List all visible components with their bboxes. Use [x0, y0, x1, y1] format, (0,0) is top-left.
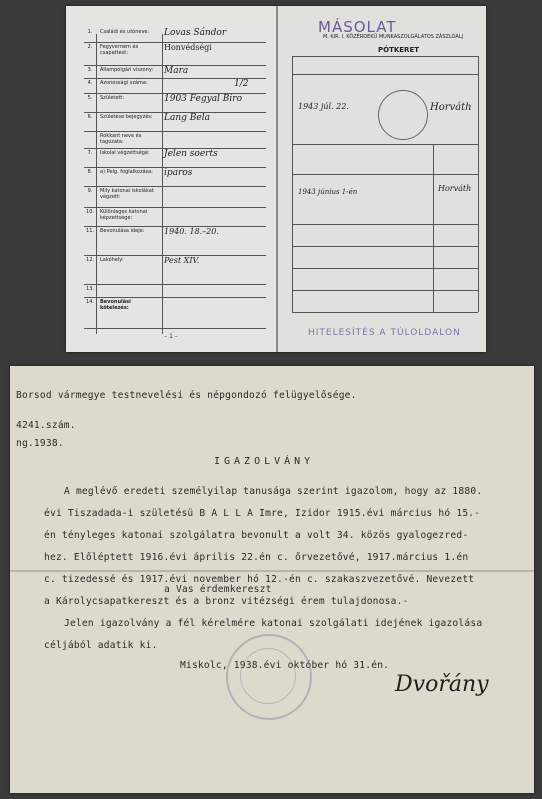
booklet-right-page — [278, 6, 486, 352]
table-row: 12. Lakóhely: Pest XIV. — [84, 256, 266, 285]
booklet-left-page — [66, 6, 278, 352]
seal-circle — [378, 90, 428, 140]
body-line: Jelen igazolvány a fél kérelmére katonai szolgálati idejének igazolása — [64, 618, 483, 629]
table-row: 13. — [84, 285, 266, 298]
table-rule — [292, 74, 478, 75]
page-number: – 1 – — [164, 333, 178, 340]
table-rule — [292, 56, 293, 312]
table-rule — [292, 224, 478, 225]
table-row: 4. Azonossági száma: 1/2 — [84, 79, 266, 94]
handwritten-value: Mara — [164, 66, 189, 76]
handwritten-value: iparos — [164, 168, 193, 178]
table-row: 11. Bevonulása ideje: 1940. 18.–20. — [84, 227, 266, 256]
copy-stamp: MÁSOLAT — [318, 18, 397, 36]
table-rule — [292, 56, 478, 57]
body-line: A meglévő eredeti személyilap tanusága szerint igazolom, hogy az 1880. — [64, 486, 483, 497]
table-rule — [292, 144, 478, 145]
issuing-office: Borsod vármegye testnevelési és népgondozó felügyelősége. — [16, 390, 357, 401]
table-rule — [292, 290, 478, 291]
body-line: c. tizedessé és 1917.évi november hó 12.-én c. szakaszvezetővé. Nevezett — [44, 574, 475, 585]
table-row: 2. Fegyvernem és csapattest: Honvédségi — [84, 43, 266, 66]
table-row: 14. Bevonulási kötelezés: — [84, 298, 266, 329]
table-rule — [292, 174, 478, 175]
table-row: 10. Különleges katonai képzettsége: — [84, 208, 266, 227]
handwritten-signature: Horváth — [430, 102, 472, 113]
document-title: IGAZOLVÁNY — [214, 456, 315, 467]
table-row: 9. Mily katonai iskolákat végzett: — [84, 187, 266, 208]
handwritten-entry: 1943 június 1-én — [298, 188, 358, 196]
military-booklet — [66, 6, 486, 352]
table-row: 1. Családi és utóneve: Lovas Sándor — [84, 28, 266, 43]
signature: Dvořány — [395, 672, 489, 697]
handwritten-value: 1940. 18.–20. — [164, 227, 219, 236]
table-rule — [292, 268, 478, 269]
table-row: 6. Születése bejegyzés: Lang Bela — [84, 113, 266, 132]
table-row: 5. Született: 1903 Fegyal Biro — [84, 94, 266, 113]
seal-inner-ring — [240, 648, 296, 704]
table-row: Rokkant neve és tagozata: — [84, 132, 266, 149]
reference-number: 4241.szám. — [16, 420, 76, 431]
table-row: 8. a) Pelg. foglalkozása: iparos — [84, 168, 266, 187]
body-line: én tényleges katonai szolgálatra bevonult a volt 34. közös gyalogezred- — [44, 530, 469, 541]
body-line: hez. Előléptett 1916.évi április 22.én c. őrvezetővé, 1917.március 1.én — [44, 552, 469, 563]
official-seal — [226, 634, 312, 720]
body-insertion: a Vas érdemkereszt — [164, 584, 272, 595]
table-rule — [478, 56, 479, 312]
certificate-document — [10, 366, 534, 793]
handwritten-date: 1943 júl. 22. — [298, 102, 349, 111]
authentication-stamp: HITELESÍTÉS A TÚLOLDALON — [308, 328, 461, 338]
body-line: céljából adatik ki. — [44, 640, 158, 651]
place-and-date: Miskolc, 1938.évi október hó 31.én. — [180, 660, 390, 671]
handwritten-value: Jelen soerts — [164, 149, 218, 159]
handwritten-value: Honvédségi — [164, 43, 212, 52]
handwritten-value: Pest XIV. — [164, 256, 200, 265]
table-rule — [292, 246, 478, 247]
paper-fold — [10, 570, 534, 572]
table-row: 3. Állampolgári viszony: Mara — [84, 66, 266, 79]
body-line: a Károlycsapatkereszt és a bronz vitézségi érem tulajdonosa.- — [44, 596, 409, 607]
unit-header: M. KIR. I. KÖZÉRDEKŰ MUNKASZOLGÁLATOS ZÁSZLÓALJ — [322, 34, 464, 40]
handwritten-value: Lovas Sándor — [164, 28, 227, 38]
handwritten-signature: Horváth — [438, 184, 472, 193]
table-rule — [433, 144, 434, 312]
handwritten-value: Lang Bela — [164, 113, 210, 123]
table-row: 7. Iskolai végzettsége: Jelen soerts — [84, 149, 266, 168]
unit-subheader: PÓTKERET — [378, 46, 420, 54]
body-line: évi Tiszadada-i születésü B A L L A Imre, Izidor 1915.évi március hó 15.- — [44, 508, 481, 519]
table-rule — [292, 312, 478, 313]
handwritten-value: 1903 Fegyal Biro — [164, 94, 243, 104]
handwritten-value: 1/2 — [234, 79, 249, 89]
reference-year: ng.1938. — [16, 438, 64, 449]
